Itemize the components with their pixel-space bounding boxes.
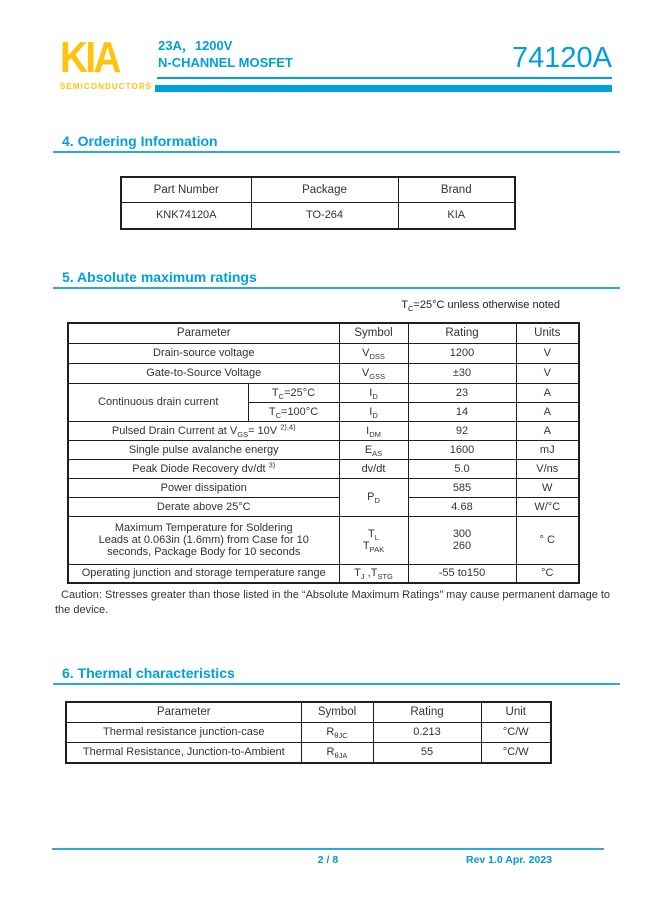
- device-summary: [158, 37, 293, 71]
- ordering-table: [120, 176, 516, 230]
- footer-rule: [52, 848, 604, 850]
- rating-line: 260: [452, 540, 472, 552]
- symbol-cell: $V_{GSS}$: [339, 363, 408, 383]
- col-header-units: Units: [516, 323, 579, 343]
- symbol-cell: $I_D$: [339, 383, 408, 402]
- rating-cell: [408, 516, 516, 564]
- section-6-heading: [62, 665, 235, 681]
- table-row: [68, 459, 579, 478]
- caution-text: Caution: Stresses greater than those listed in the “Absolute Maximum Ratings” may cause permanent damage to the device.: [55, 589, 611, 616]
- param-cell: Drain-source voltage: [68, 343, 339, 363]
- rating-cell: 0.213: [373, 722, 481, 742]
- rating-cell: 14: [408, 402, 516, 421]
- symbol-cell: $P_D$: [339, 478, 408, 516]
- col-header-parameter: Parameter: [68, 323, 339, 343]
- col-header-brand: Brand: [398, 177, 515, 202]
- device-rating: 23A，1200V: [158, 38, 233, 53]
- table-row: [121, 202, 515, 229]
- unit-cell: °C/W: [481, 722, 551, 742]
- section-number: 5.: [62, 269, 74, 285]
- rating-cell: 1200: [408, 343, 516, 363]
- section-title: Absolute maximum ratings: [73, 269, 257, 285]
- table-header-row: [121, 177, 515, 202]
- rating-cell: 585: [408, 478, 516, 497]
- units-cell: °C: [516, 564, 579, 583]
- rating-cell: -55 to150: [408, 564, 516, 583]
- conditions-note: $T_C=25^\circ C$ unless otherwise noted: [401, 299, 560, 314]
- rating-cell: 5.0: [408, 459, 516, 478]
- table-row: [68, 363, 579, 383]
- part-number-cell: KNK74120A: [121, 202, 251, 229]
- symbol-cell: [339, 516, 408, 564]
- units-cell: W: [516, 478, 579, 497]
- param-cell: Single pulse avalanche energy: [68, 440, 339, 459]
- param-cell: Thermal Resistance, Junction-to-Ambient: [66, 742, 301, 763]
- symbol-cell: dv/dt: [339, 459, 408, 478]
- symbol-cell: $E_{AS}$: [339, 440, 408, 459]
- units-cell: V: [516, 363, 579, 383]
- part-number: 74120A: [512, 42, 612, 74]
- rating-cell: 55: [373, 742, 481, 763]
- param-cell: Gate-to-Source Voltage: [68, 363, 339, 383]
- table-row: [66, 722, 551, 742]
- units-cell: mJ: [516, 440, 579, 459]
- table-row: [68, 497, 579, 516]
- units-cell: A: [516, 383, 579, 402]
- col-header-package: Package: [251, 177, 398, 202]
- section-number: 4.: [62, 133, 74, 149]
- col-header-part-number: Part Number: [121, 177, 251, 202]
- symbol-cell: $I_D$: [339, 402, 408, 421]
- col-header-rating: Rating: [408, 323, 516, 343]
- package-cell: TO-264: [251, 202, 398, 229]
- absolute-maximum-ratings-table: [67, 322, 580, 584]
- brand-cell: KIA: [398, 202, 515, 229]
- section-number: 6.: [62, 665, 74, 681]
- revision-label: Rev 1.0 Apr. 2023: [466, 854, 552, 866]
- table-row: [66, 742, 551, 763]
- table-header-row: [68, 323, 579, 343]
- thermal-characteristics-table: [65, 701, 552, 764]
- col-header-unit: Unit: [481, 702, 551, 722]
- table-row: [68, 440, 579, 459]
- units-cell: A: [516, 421, 579, 440]
- param-cell: Continuous drain current: [68, 383, 248, 421]
- symbol-cell: $R_{\theta JC}$: [301, 722, 373, 742]
- param-cell: [68, 516, 339, 564]
- section-title: Thermal characteristics: [73, 665, 235, 681]
- units-cell: A: [516, 402, 579, 421]
- col-header-rating: Rating: [373, 702, 481, 722]
- param-cell: Derate above 25°C: [68, 497, 339, 516]
- rating-line: 300: [452, 528, 472, 540]
- param-cell: Pulsed Drain Current at $V_{GS}= 10V$ $^{2),4)}$: [68, 421, 339, 440]
- symbol-cell: $I_{DM}$: [339, 421, 408, 440]
- header-rule-thick: [155, 85, 612, 92]
- table-row: [68, 343, 579, 363]
- symbol-line: $T_L$: [368, 528, 379, 543]
- kia-logo: KIA: [60, 33, 119, 82]
- table-row: [68, 421, 579, 440]
- table-row: [68, 383, 579, 402]
- rating-cell: 1600: [408, 440, 516, 459]
- param-cell: Operating junction and storage temperature range: [68, 564, 339, 583]
- section-4-heading: [62, 133, 218, 149]
- param-cell: Power dissipation: [68, 478, 339, 497]
- param-line: Leads at 0.063in (1.6mm) from Case for 10: [98, 534, 309, 546]
- table-header-row: [66, 702, 551, 722]
- param-line: seconds, Package Body for 10 seconds: [107, 546, 301, 558]
- section-5-rule: [53, 287, 620, 289]
- rating-cell: 92: [408, 421, 516, 440]
- rating-cell: 4.68: [408, 497, 516, 516]
- condition-cell: $T_C=100^\circ C$: [248, 402, 339, 421]
- col-header-symbol: Symbol: [301, 702, 373, 722]
- units-cell: V: [516, 343, 579, 363]
- section-4-rule: [53, 151, 620, 153]
- table-row: [68, 478, 579, 497]
- section-title: Ordering Information: [73, 133, 218, 149]
- section-6-rule: [53, 683, 620, 685]
- header-rule-thin: [157, 77, 612, 79]
- param-cell: Peak Diode Recovery dv/dt $^{3)}$: [68, 459, 339, 478]
- section-5-heading: [62, 269, 257, 285]
- device-type: N-CHANNEL MOSFET: [158, 55, 293, 70]
- table-row: [68, 516, 579, 564]
- col-header-parameter: Parameter: [66, 702, 301, 722]
- page-number: 2 / 8: [317, 854, 339, 866]
- table-row: [68, 564, 579, 583]
- symbol-cell: $T_J$ $,T_{STG}$: [339, 564, 408, 583]
- unit-cell: °C/W: [481, 742, 551, 763]
- units-cell: W/°C: [516, 497, 579, 516]
- col-header-symbol: Symbol: [339, 323, 408, 343]
- param-line: Maximum Temperature for Soldering: [114, 522, 293, 534]
- symbol-line: $T_{PAK}$: [362, 540, 385, 555]
- rating-cell: 23: [408, 383, 516, 402]
- condition-cell: $T_C=25^\circ C$: [248, 383, 339, 402]
- rating-cell: ±30: [408, 363, 516, 383]
- logo-subtitle: SEMICONDUCTORS: [60, 82, 153, 91]
- symbol-cell: $V_{DSS}$: [339, 343, 408, 363]
- units-cell: V/ns: [516, 459, 579, 478]
- units-cell: ° C: [516, 516, 579, 564]
- symbol-cell: $R_{\theta JA}$: [301, 742, 373, 763]
- param-cell: Thermal resistance junction-case: [66, 722, 301, 742]
